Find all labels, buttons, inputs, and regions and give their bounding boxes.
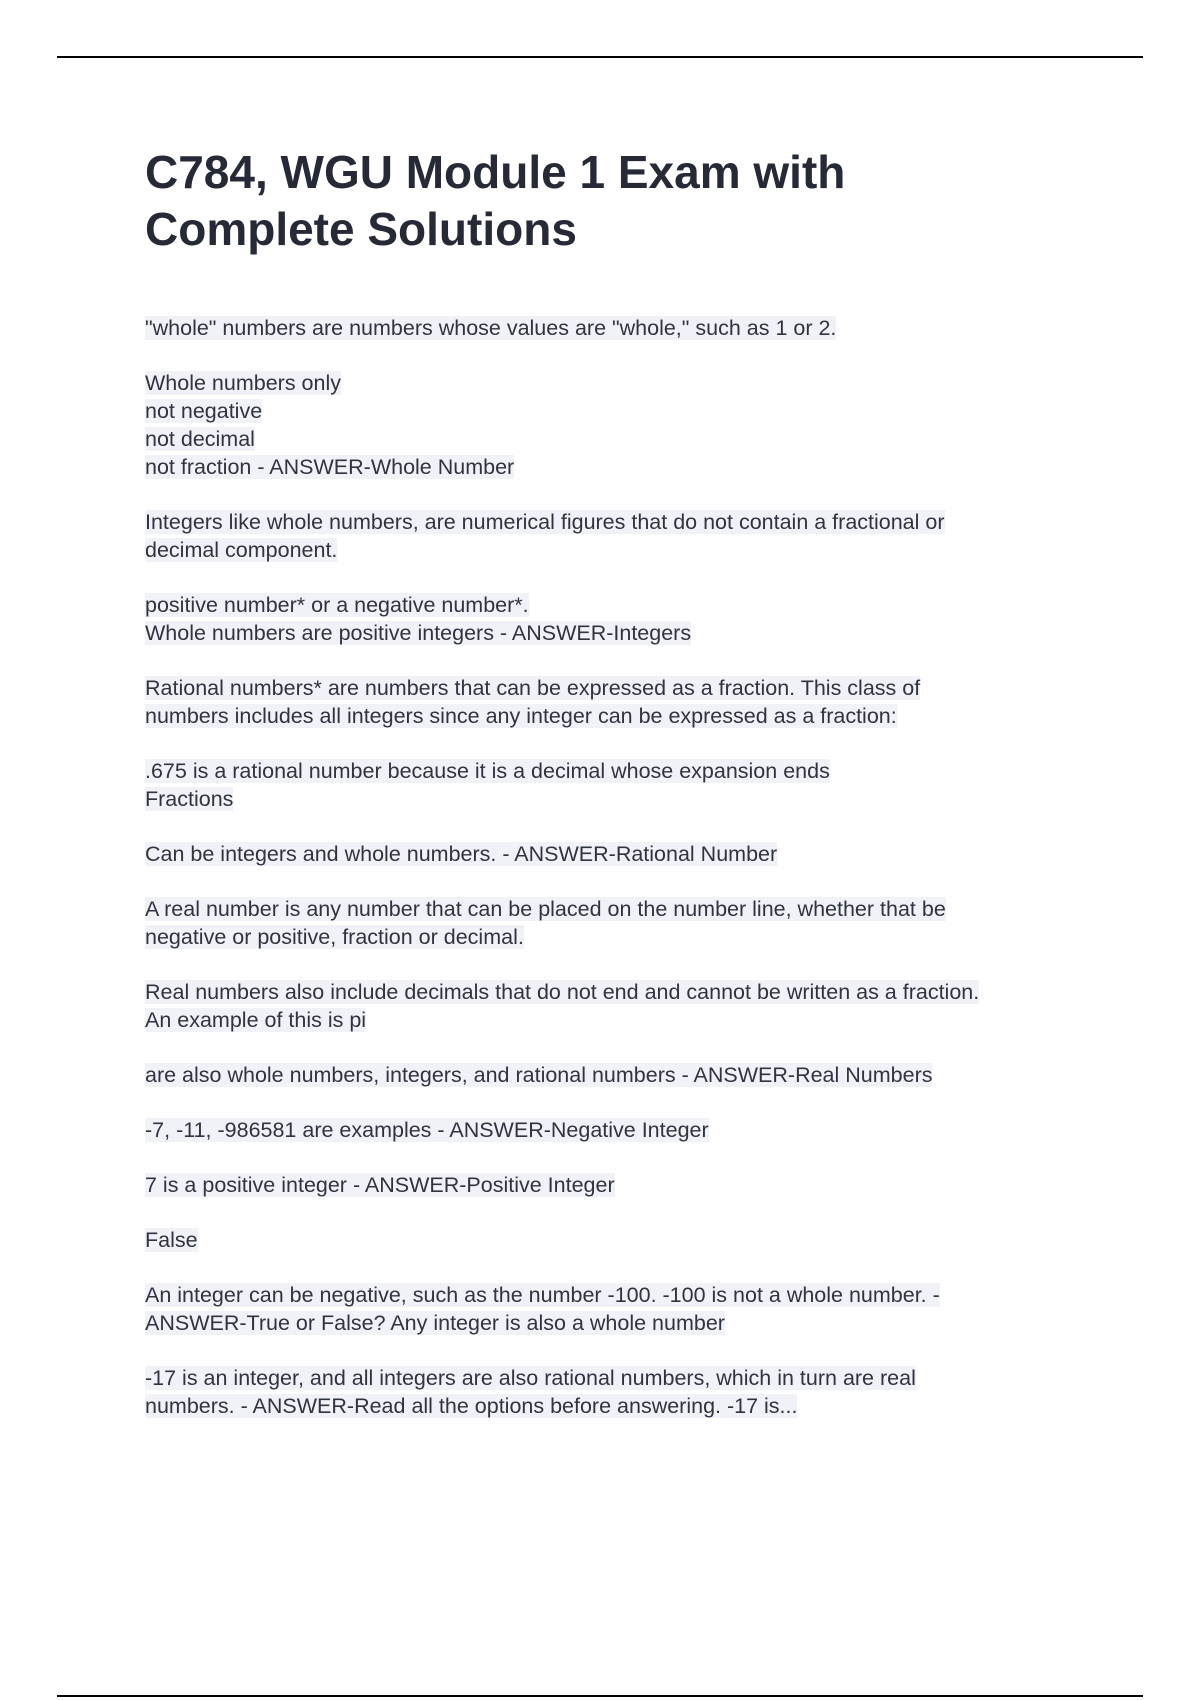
paragraph-line: ANSWER-True or False? Any integer is also a whole number [145, 1311, 725, 1335]
flashcard-paragraph [145, 1171, 1095, 1199]
paragraph-line: Real numbers also include decimals that do not end and cannot be written as a fraction. [145, 980, 980, 1004]
paragraph-line: .675 is a rational number because it is a decimal whose expansion ends [145, 759, 830, 783]
flashcard-paragraph [145, 1116, 1095, 1144]
paragraph-line: Fractions [145, 787, 234, 811]
bottom-rule [57, 1695, 1143, 1697]
flashcard-paragraph [145, 757, 1095, 813]
paragraph-line: 7 is a positive integer - ANSWER-Positive Integer [145, 1173, 615, 1197]
paragraph-line: are also whole numbers, integers, and rational numbers - ANSWER-Real Numbers [145, 1063, 933, 1087]
flashcard-paragraph [145, 978, 1095, 1034]
paragraph-line: False [145, 1228, 198, 1252]
title-line: C784, WGU Module 1 Exam with [145, 146, 846, 198]
paragraph-line: numbers includes all integers since any integer can be expressed as a fraction: [145, 704, 897, 728]
paragraph-line: -7, -11, -986581 are examples - ANSWER-Negative Integer [145, 1118, 709, 1142]
flashcard-paragraph [145, 591, 1095, 647]
paragraph-line: not fraction - ANSWER-Whole Number [145, 455, 515, 479]
flashcard-paragraph [145, 369, 1095, 481]
flashcard-paragraph [145, 1061, 1095, 1089]
flashcard-paragraph [145, 1226, 1095, 1254]
flashcard-paragraph [145, 674, 1095, 730]
paragraph-line: not decimal [145, 427, 255, 451]
paragraph-line: Integers like whole numbers, are numerical figures that do not contain a fractional or [145, 510, 945, 534]
paragraph-line: numbers. - ANSWER-Read all the options before answering. -17 is... [145, 1394, 798, 1418]
paragraph-line: "whole" numbers are numbers whose values are "whole," such as 1 or 2. [145, 316, 837, 340]
flashcard-paragraph [145, 895, 1095, 951]
flashcard-paragraph [145, 314, 1095, 342]
paragraph-line: Rational numbers* are numbers that can be expressed as a fraction. This class of [145, 676, 921, 700]
flashcard-paragraph [145, 840, 1095, 868]
document-body [145, 144, 1095, 1447]
flashcard-paragraph [145, 1364, 1095, 1420]
paragraph-line: -17 is an integer, and all integers are also rational numbers, which in turn are real [145, 1366, 916, 1390]
paragraph-line: Can be integers and whole numbers. - ANSWER-Rational Number [145, 842, 778, 866]
top-rule [57, 56, 1143, 58]
flashcard-paragraph [145, 508, 1095, 564]
paragraph-line: An example of this is pi [145, 1008, 367, 1032]
flashcard-paragraph [145, 1281, 1095, 1337]
paragraph-line: not negative [145, 399, 263, 423]
paragraph-line: positive number* or a negative number*. [145, 593, 529, 617]
paragraph-line: A real number is any number that can be placed on the number line, whether that be [145, 897, 946, 921]
paragraph-line: negative or positive, fraction or decimal. [145, 925, 524, 949]
paragraph-line: Whole numbers are positive integers - ANSWER-Integers [145, 621, 692, 645]
document-title [145, 144, 1095, 258]
paragraph-line: Whole numbers only [145, 371, 341, 395]
paragraph-line: An integer can be negative, such as the number -100. -100 is not a whole number. - [145, 1283, 940, 1307]
title-line: Complete Solutions [145, 203, 577, 255]
paragraph-line: decimal component. [145, 538, 338, 562]
